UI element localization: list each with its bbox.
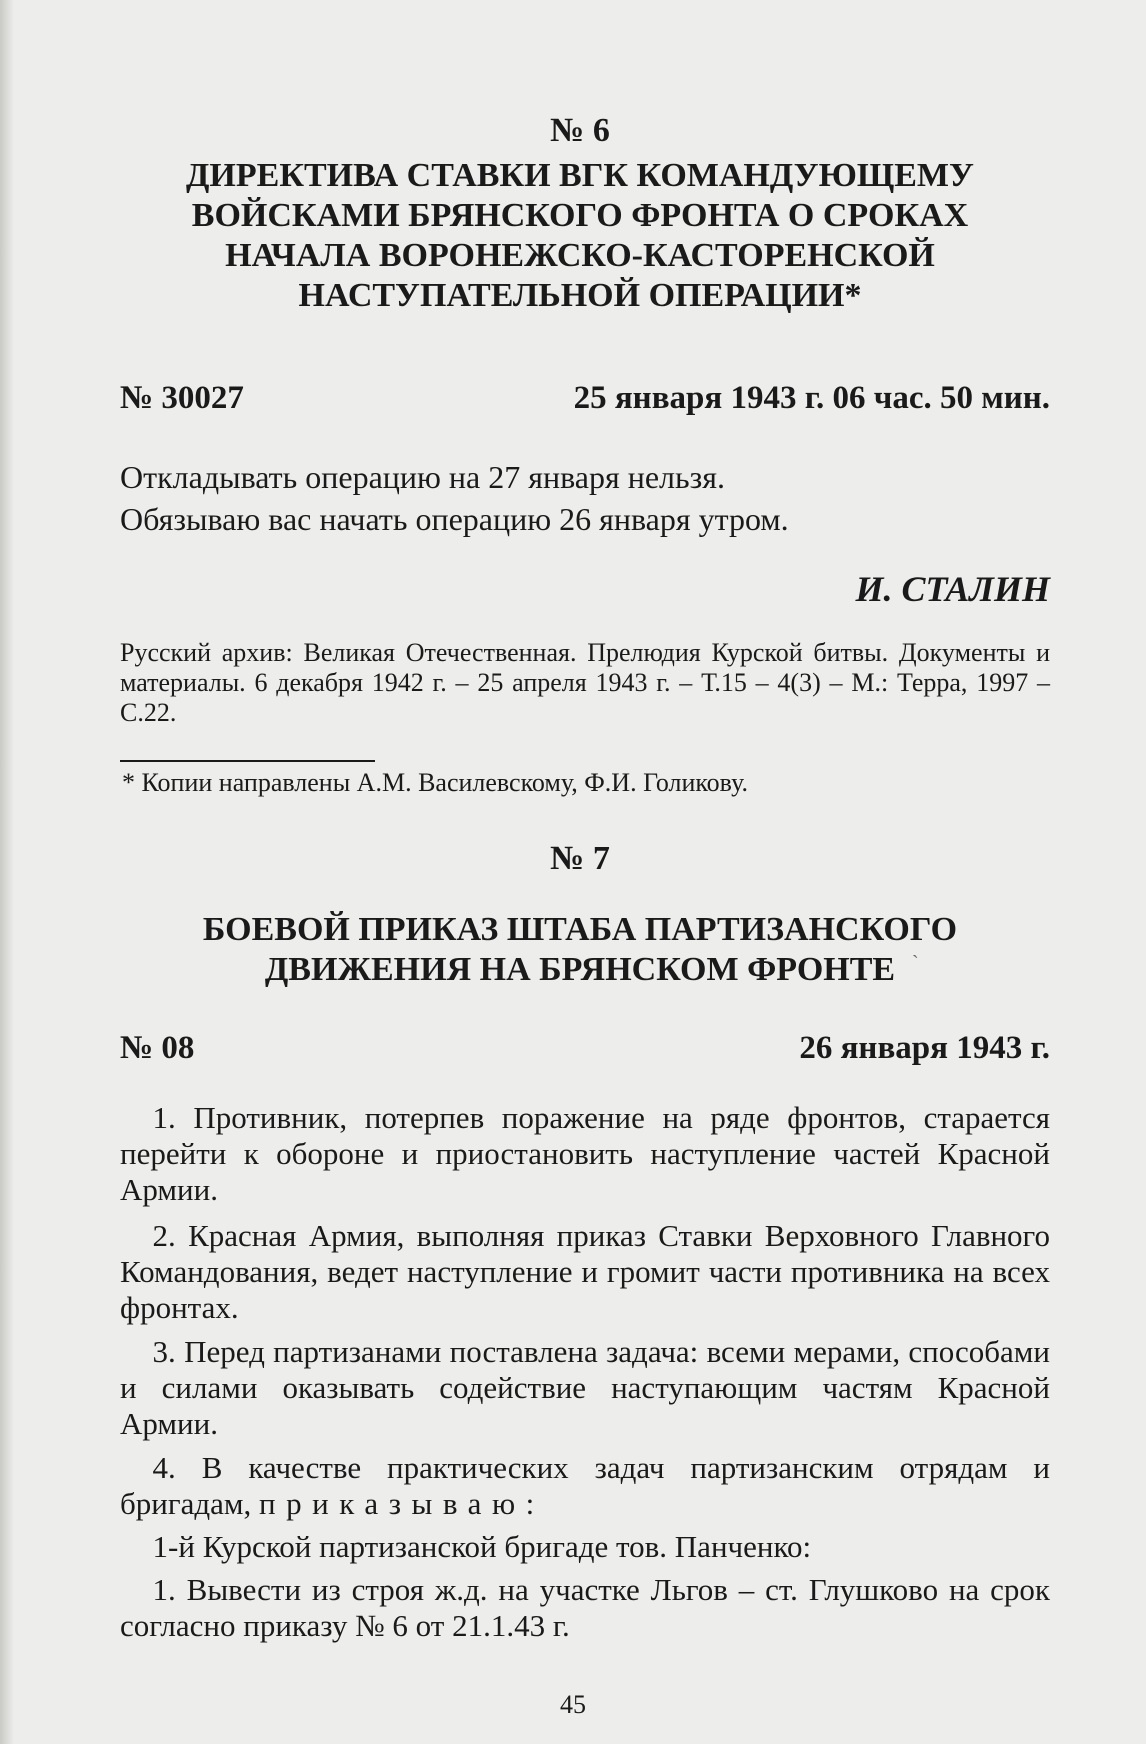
- doc6-signature: И. СТАЛИН: [855, 569, 1050, 609]
- doc6-body: [120, 456, 1050, 540]
- doc7-meta: [120, 1030, 1050, 1067]
- doc6-line: Обязываю вас начать операцию 26 января утром.: [120, 501, 789, 537]
- doc7-reg-number: № 08: [120, 1030, 195, 1066]
- doc6-title-line: ВОЙСКАМИ БРЯНСКОГО ФРОНТА О СРОКАХ: [191, 197, 969, 234]
- doc7-paragraph-3: 3. Перед партизанами поставлена задача: всеми мерами, способами и силами оказывать содействие наступающим частям Красной Армии.: [120, 1334, 1050, 1441]
- doc6-meta: [120, 380, 1050, 417]
- doc6-title-line: ДИРЕКТИВА СТАВКИ ВГК КОМАНДУЮЩЕМУ: [186, 157, 974, 194]
- doc7-paragraph-4: [120, 1450, 1050, 1522]
- doc7-title: [100, 910, 1060, 990]
- doc7-title-line: БОЕВОЙ ПРИКАЗ ШТАБА ПАРТИЗАНСКОГО: [202, 911, 958, 948]
- doc6-source: Русский архив: Великая Отечественная. Прелюдия Курской битвы. Документы и материалы. 6 декабря 1942 г. – 25 апреля 1943 г. – Т.15 – 4(3) – М.: Терра, 1997 – С.22.: [120, 638, 1050, 727]
- doc7-paragraph-6: 1. Вывести из строя ж.д. на участке Льгов – ст. Глушково на срок согласно приказу № 6 от 21.1.43 г.: [120, 1572, 1050, 1643]
- doc6-date: 25 января 1943 г. 06 час. 50 мин.: [573, 380, 1050, 416]
- doc7-order-word: приказываю:: [259, 1486, 545, 1521]
- doc6-reg-number: № 30027: [120, 380, 244, 416]
- doc6-number: № 6: [550, 112, 610, 149]
- doc7-number: № 7: [550, 840, 610, 877]
- doc7-paragraph-5: 1-й Курской партизанской бригаде тов. Панченко:: [152, 1529, 812, 1564]
- stray-mark: `: [912, 952, 919, 974]
- doc7-paragraph-4-text: 4. В качестве практических задач партизанским отрядам и бригадам,: [120, 1450, 1050, 1521]
- doc7-date: 26 января 1943 г.: [799, 1030, 1050, 1066]
- doc7-paragraph-2: 2. Красная Армия, выполняя приказ Ставки Верховного Главного Командования, ведет наступление и громит части противника на всех фронтах.: [120, 1218, 1050, 1325]
- doc7-paragraph-1: 1. Противник, потерпев поражение на ряде фронтов, старается перейти к обороне и приостановить наступление частей Красной Армии.: [120, 1100, 1050, 1207]
- doc6-title-line: НАЧАЛА ВОРОНЕЖСКО-КАСТОРЕНСКОЙ: [225, 237, 935, 274]
- doc6-title-line: НАСТУПАТЕЛЬНОЙ ОПЕРАЦИИ*: [298, 277, 862, 314]
- doc6-line: Откладывать операцию на 27 января нельзя.: [120, 459, 725, 495]
- doc7-title-line: ДВИЖЕНИЯ НА БРЯНСКОМ ФРОНТЕ: [264, 951, 896, 988]
- doc6-footnote: * Копии направлены А.М. Василевскому, Ф.И. Голикову.: [122, 768, 748, 797]
- page-number: 45: [560, 1690, 586, 1719]
- doc6-title: [100, 156, 1060, 316]
- footnote-divider: [120, 760, 375, 762]
